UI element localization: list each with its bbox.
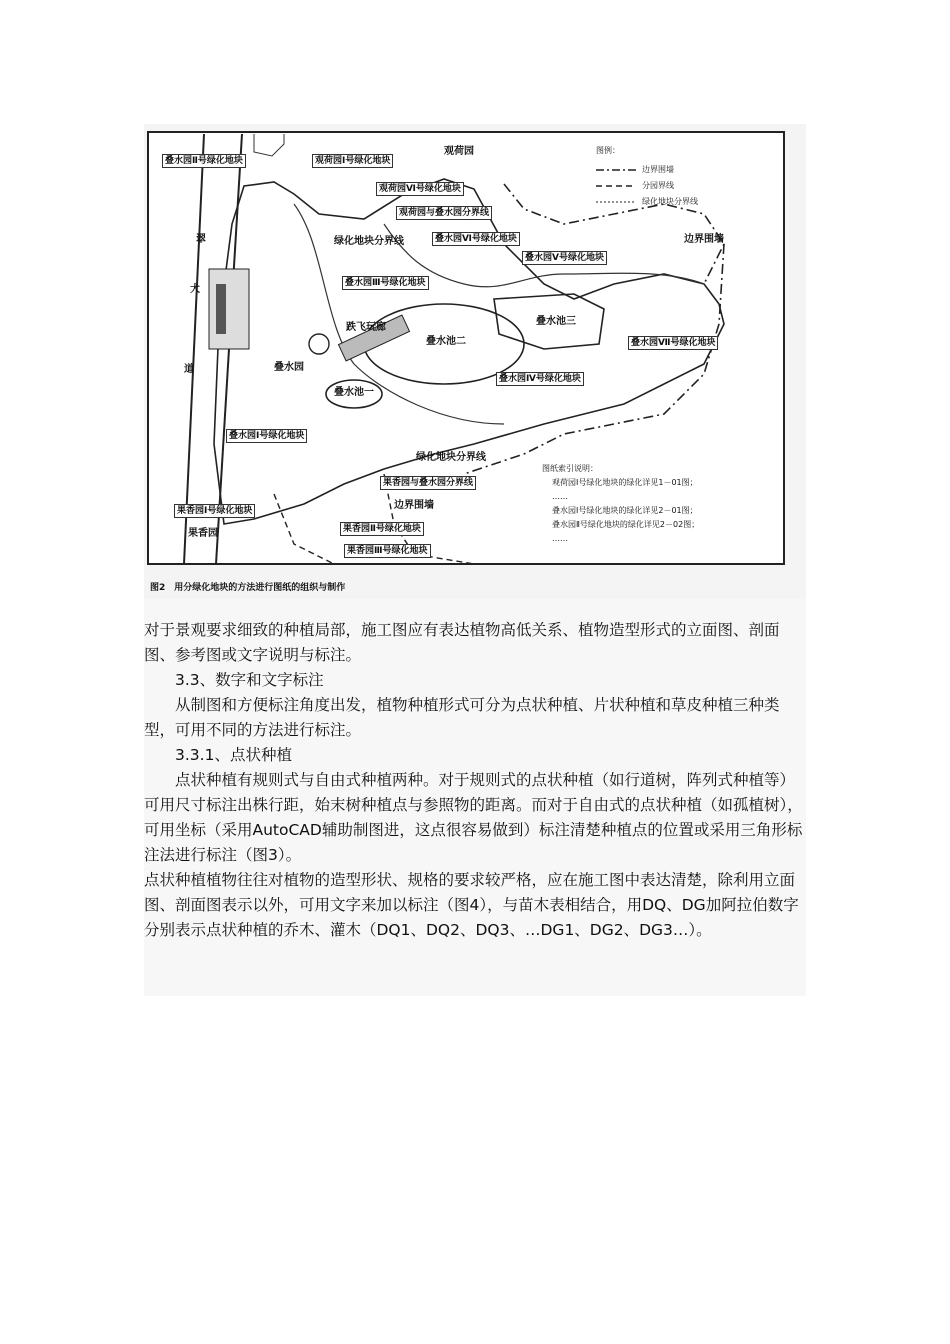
map-label: 叠水园 — [274, 362, 304, 373]
map-label: 叠水园Ⅶ号绿化地块 — [628, 336, 718, 350]
map-label: 叠水园Ⅰ号绿化地块 — [226, 429, 307, 443]
map-label: 叠水池二 — [426, 336, 466, 347]
index-note-line: …… — [552, 492, 568, 501]
map-label: 观荷园Ⅰ号绿化地块 — [312, 154, 393, 168]
map-label: 叠水池一 — [334, 387, 374, 398]
map-label: 叠水园Ⅳ号绿化地块 — [496, 372, 584, 386]
building-detail — [216, 284, 226, 334]
map-label: 叠水池三 — [536, 316, 576, 327]
map-label: 果香园Ⅱ号绿化地块 — [340, 522, 424, 536]
legend-title: 图例： — [596, 146, 620, 155]
section-heading: 3.3、数字和文字标注 — [175, 671, 324, 689]
map-label: 观荷园Ⅵ号绿化地块 — [376, 182, 464, 196]
paragraph: 点状种植有规则式与自由式种植两种。对于规则式的点状种植（如行道树，阵列式种植等）可用尺寸标注出株行距，始末树种植点与参照物的距离。而对于自由式的点状种植（如孤植树），可用坐标（采用AutoCAD辅助制图进，这点很容易做到）标注清楚种植点的位置或采用三角形标注法进行标注（图3）。 — [144, 771, 803, 864]
site-plan-drawing — [144, 124, 806, 599]
map-label: 观荷园 — [444, 146, 474, 157]
map-label: 观荷园与叠水园分界线 — [396, 206, 492, 220]
map-label: 果香园Ⅰ号绿化地块 — [174, 504, 255, 518]
index-note-line: 观荷园Ⅰ号绿化地块的绿化详见1－01图； — [552, 478, 698, 487]
index-note-line: 叠水园Ⅰ号绿化地块的绿化详见2－01图； — [552, 506, 698, 515]
map-label: 跌飞玩廊 — [346, 322, 386, 333]
map-label: 叠水园Ⅴ号绿化地块 — [522, 251, 607, 265]
map-label: 边界围墙 — [394, 500, 434, 511]
road-label: 大 — [190, 284, 200, 295]
building-block — [209, 269, 249, 349]
map-label: 叠水园Ⅲ号绿化地块 — [342, 276, 429, 290]
map-label: 叠水园Ⅱ号绿化地块 — [162, 154, 246, 168]
map-label: 果香园与叠水园分界线 — [380, 476, 476, 490]
legend-item: 绿化地块分界线 — [642, 197, 698, 206]
paragraph: 点状种植植物往往对植物的造型形状、规格的要求较严格，应在施工图中表达清楚，除利用立面图、剖面图表示以外，可用文字来加以标注（图4），与苗木表相结合，用DQ、DG加阿拉伯数字分别表示点状种植的乔木、灌木（DQ1、DQ2、DQ3、…DG1、DG2、DG3…）。 — [144, 871, 799, 939]
legend-item: 边界围墙 — [642, 165, 674, 174]
map-label: 绿化地块分界线 — [416, 452, 486, 463]
paragraph: 对于景观要求细致的种植局部，施工图应有表达植物高低关系、植物造型形式的立面图、剖面图、参考图或文字说明与标注。 — [144, 621, 780, 664]
index-note-line: 叠水园Ⅱ号绿化地块的绿化详见2－02图； — [552, 520, 700, 529]
site-plan-figure — [144, 124, 806, 599]
road-label: 翠 — [196, 234, 206, 245]
body-text — [144, 618, 806, 943]
section-heading: 3.3.1、点状种植 — [175, 746, 292, 764]
road-label: 道 — [184, 364, 194, 375]
legend-item: 分园界线 — [642, 181, 674, 190]
map-label: 叠水园Ⅵ号绿化地块 — [432, 232, 520, 246]
paragraph: 从制图和方便标注角度出发，植物种植形式可分为点状种植、片状种植和草皮种植三种类型，可用不同的方法进行标注。 — [144, 696, 780, 739]
map-label: 边界围墙 — [684, 234, 724, 245]
map-label: 果香园Ⅲ号绿化地块 — [344, 544, 431, 558]
index-note-line: …… — [552, 534, 568, 543]
document-page — [144, 124, 806, 996]
index-note-title: 图纸索引说明： — [542, 464, 598, 473]
map-label: 绿化地块分界线 — [334, 236, 404, 247]
figure-caption: 图2 用分绿化地块的方法进行图纸的组织与制作 — [150, 583, 346, 593]
map-label: 果香园 — [188, 528, 218, 539]
